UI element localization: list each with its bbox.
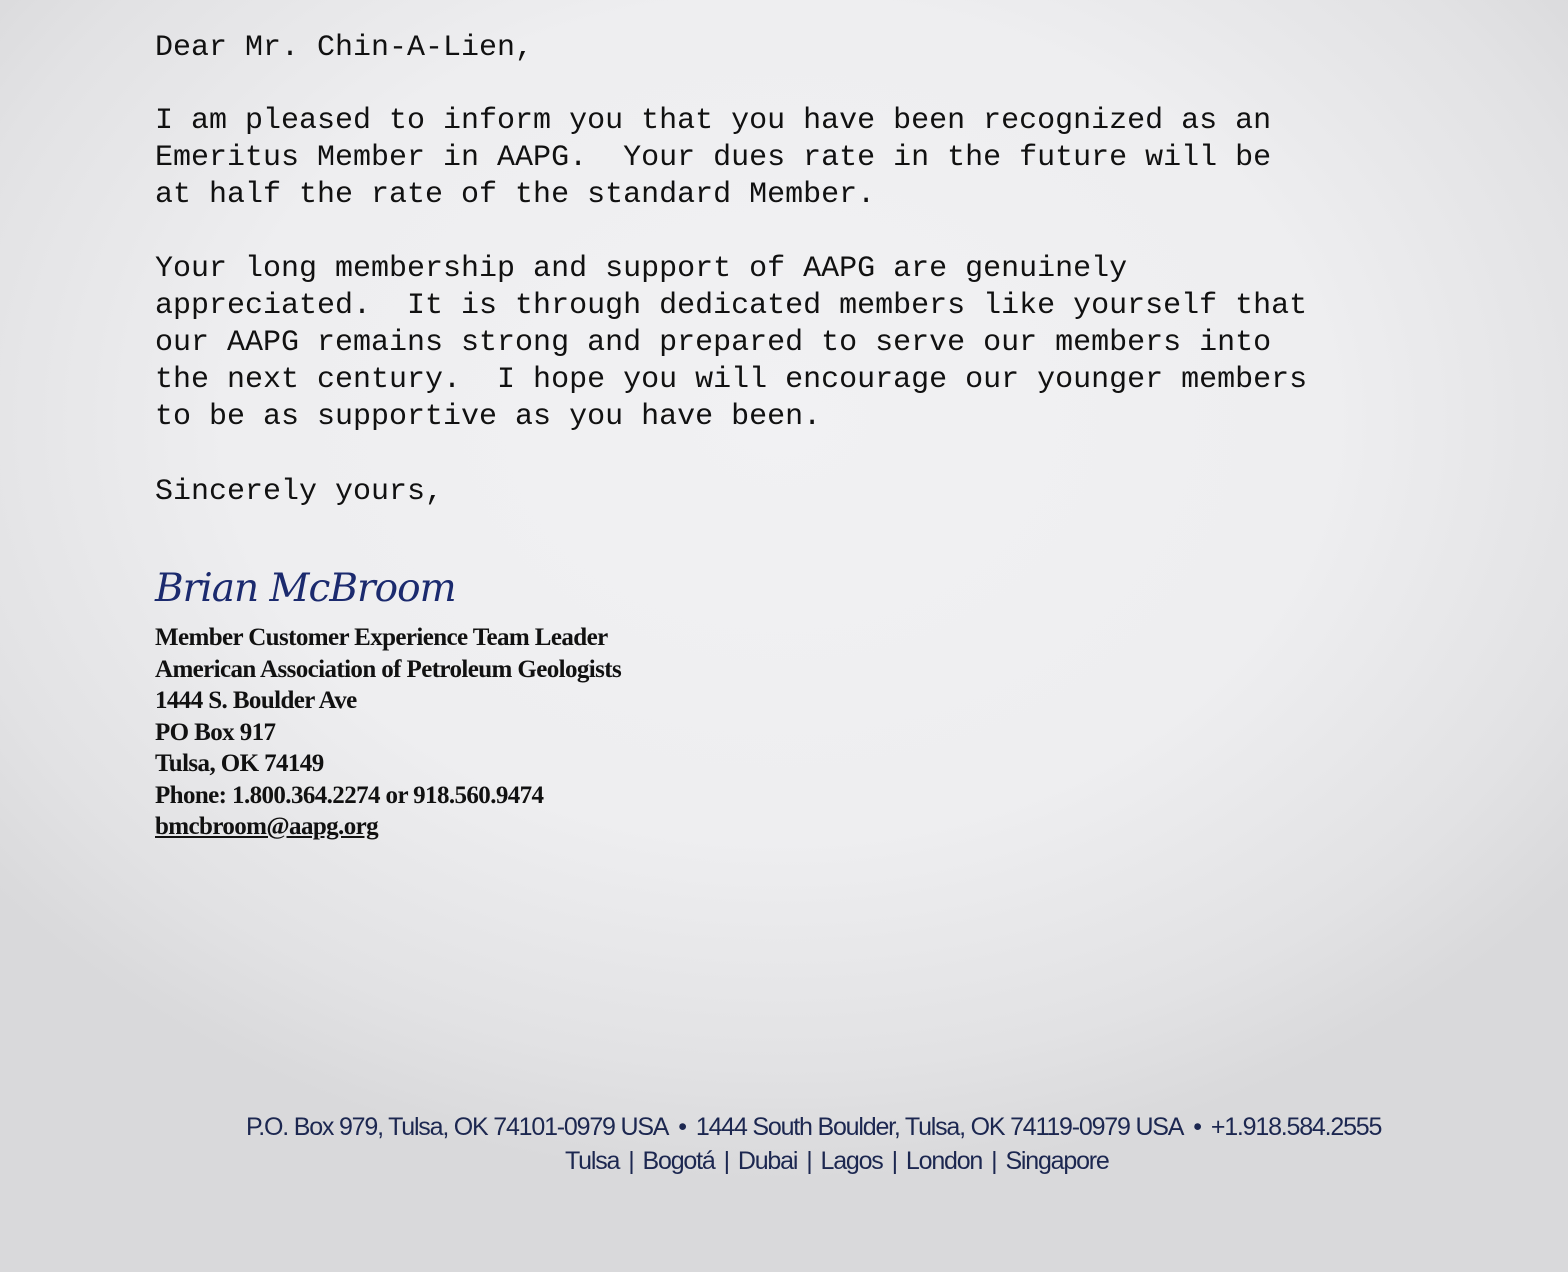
office-separator: | bbox=[723, 1147, 729, 1175]
signer-organization: American Association of Petroleum Geologists bbox=[155, 655, 622, 683]
footer-street: 1444 South Boulder, Tulsa, OK 74119-0979 USA bbox=[695, 1113, 1184, 1141]
footer-phone: +1.918.584.2555 bbox=[1210, 1113, 1382, 1141]
paragraph-appreciation: Your long membership and support of AAPG are genuinely appreciated. It is through dedicated members like yourself that our AAPG remains strong and prepared to serve our members into the next century. I hope you will encourage our younger members to be as supportive as you have been. bbox=[155, 252, 1308, 434]
office-lagos: Lagos bbox=[820, 1147, 883, 1175]
signer-po-box: PO Box 917 bbox=[155, 718, 276, 746]
footer-po-box: P.O. Box 979, Tulsa, OK 74101-0979 USA bbox=[246, 1113, 669, 1141]
signer-city-state-zip: Tulsa, OK 74149 bbox=[155, 750, 324, 777]
office-london: London bbox=[905, 1147, 983, 1175]
footer-offices bbox=[565, 1147, 1109, 1176]
signer-phone: Phone: 1.800.364.2274 or 918.560.9474 bbox=[155, 781, 544, 809]
footer-bullet: • bbox=[678, 1113, 686, 1141]
signer-title: Member Customer Experience Team Leader bbox=[155, 624, 608, 651]
closing: Sincerely yours, bbox=[155, 475, 444, 509]
signer-email-link[interactable]: bmcbroom@aapg.org bbox=[155, 813, 379, 840]
office-separator: | bbox=[991, 1147, 997, 1175]
footer-bullet: • bbox=[1193, 1113, 1201, 1141]
office-tulsa: Tulsa bbox=[565, 1147, 620, 1175]
salutation: Dear Mr. Chin-A-Lien, bbox=[155, 31, 534, 65]
paragraph-emeritus-notice: I am pleased to inform you that you have been recognized as an Emeritus Member in AAPG. Your dues rate in the future will be at half the rate of the standard Member. bbox=[155, 104, 1272, 212]
signer-street: 1444 S. Boulder Ave bbox=[155, 687, 357, 714]
office-separator: | bbox=[806, 1147, 812, 1175]
office-separator: | bbox=[891, 1147, 897, 1175]
office-bogota: Bogotá bbox=[642, 1147, 715, 1175]
footer-address bbox=[246, 1113, 1381, 1142]
office-separator: | bbox=[628, 1147, 634, 1175]
office-dubai: Dubai bbox=[737, 1147, 798, 1175]
signature-block bbox=[155, 622, 621, 843]
office-singapore: Singapore bbox=[1005, 1147, 1109, 1175]
handwritten-signature: Brian McBroom bbox=[155, 566, 456, 611]
